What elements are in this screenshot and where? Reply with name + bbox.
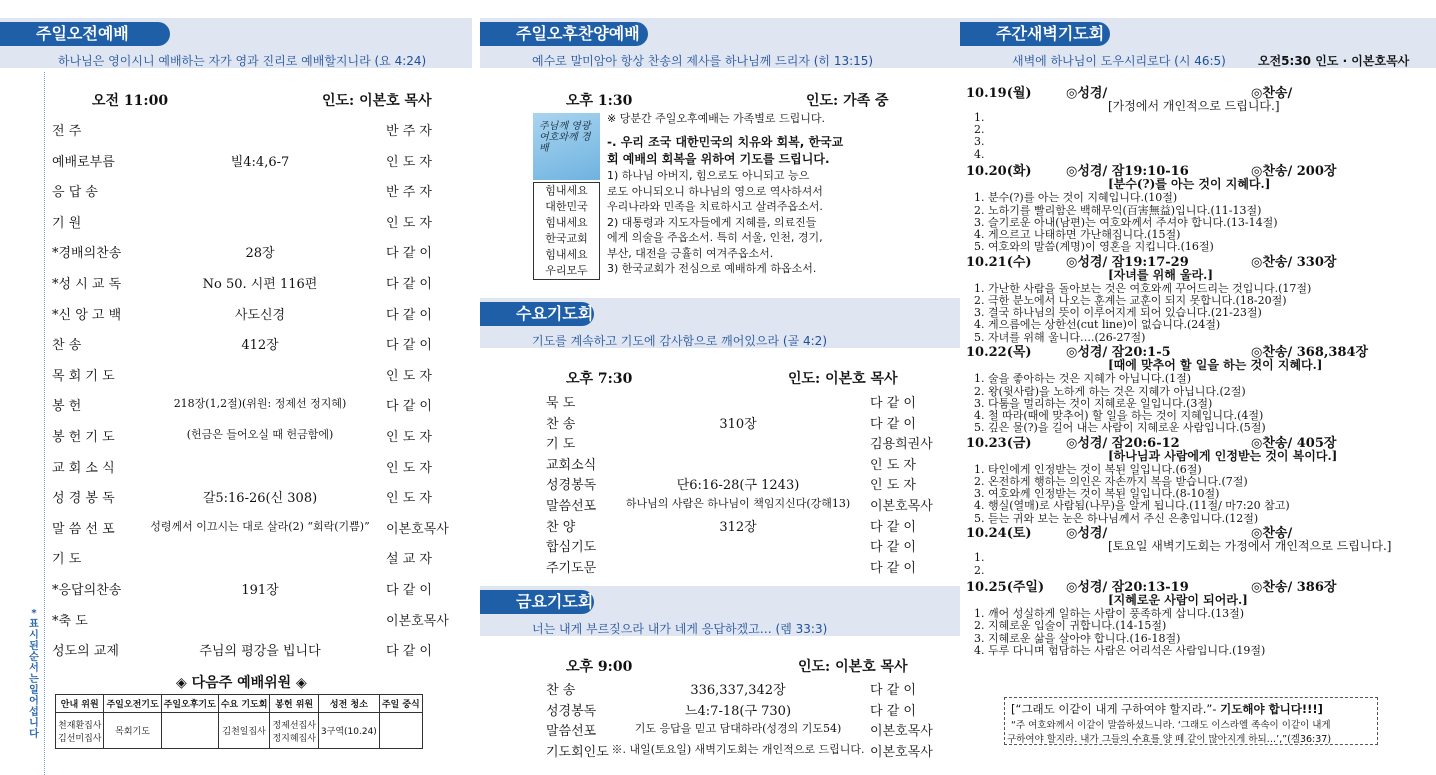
order-row <box>480 536 960 556</box>
day-date: 10.22(목) <box>966 345 1032 361</box>
order-person: 인 도 자 <box>386 430 432 445</box>
order-person: 다 같 이 <box>870 703 916 719</box>
order-person: 인 도 자 <box>870 457 916 473</box>
sunday-am-section <box>0 0 472 775</box>
day-date: 10.24(토) <box>966 526 1032 542</box>
day-item: 5. 자녀를 위해 울니다….(26-27절) <box>974 330 1146 344</box>
order-content: 주님의 평강을 빕니다 <box>199 644 321 660</box>
committee-cell <box>161 713 218 749</box>
cheer-line: 힘내세요 <box>545 184 588 197</box>
order-row <box>480 700 960 720</box>
sunday-am-header: 주일오전예배 <box>0 22 170 46</box>
order-row <box>0 304 472 324</box>
order-row <box>480 433 960 453</box>
committee-header: 주일 중식 <box>379 695 422 713</box>
standing-note: *표시된 순서는 일어섭니다 <box>29 608 39 740</box>
sunday-pm-notice: ※ 당분간 주일오후예배는 가족별로 드립니다. <box>607 112 825 125</box>
order-person: 김용희권사 <box>870 437 933 453</box>
order-content: 빌4:4,6-7 <box>230 154 290 170</box>
dawn-prayer-section <box>960 0 1436 775</box>
order-person: 다 같 이 <box>870 683 916 698</box>
day-item: 2. 노하기를 빨리함은 백해무익(百害無益)입니다.(11-13절) <box>974 203 1262 217</box>
order-person: 인 도 자 <box>870 478 916 494</box>
order-person: 다 같 이 <box>870 560 916 576</box>
day-theme: [하나님과 사람에게 인정받는 것이 복이다.] <box>1108 448 1338 463</box>
order-person: 인 도 자 <box>386 491 432 507</box>
day-item: 4. 철 따라(때에 맞추어) 할 일을 하는 것이 지혜입니다.(4절) <box>974 408 1264 422</box>
day-item: 1. 깨어 성실하게 일하는 사람이 풍족하게 삽니다.(13절) <box>974 607 1245 621</box>
worship-illustration <box>533 113 600 180</box>
order-name: 성도의 교제 <box>52 644 119 660</box>
order-person: 이본호목사 <box>386 521 449 537</box>
order-name: 주기도문 <box>546 560 597 576</box>
order-person: 이본호목사 <box>386 613 449 629</box>
committee-cell <box>379 713 422 749</box>
day-theme: [자녀를 위해 울라.] <box>1108 267 1214 282</box>
order-name: 찬 송 <box>546 416 576 432</box>
day-heading <box>966 522 1293 542</box>
day-item: 1. 술을 좋아하는 것은 지혜가 아닙니다.(1절) <box>974 372 1192 386</box>
day-heading <box>966 432 1337 451</box>
quote-line: 구하여야 할지라. 내가 그들의 수효를 양 떼 같이 많아지게 하되…’,”(겔36:37) <box>1007 734 1332 745</box>
order-person: 다 같 이 <box>870 519 916 535</box>
day-bible: ◎성경/ 잠20:6-12 <box>1066 435 1180 451</box>
order-name: 교회소식 <box>546 457 597 473</box>
cheer-line: 한국교회 <box>545 232 588 245</box>
day-item: 5. 깊은 물(?)을 길어 내는 사람이 지혜로운 사람입니다.(5절) <box>974 421 1266 435</box>
day-item: 3. <box>974 135 985 149</box>
order-row <box>480 679 960 699</box>
prayer-line: 2) 대통령과 지도자들에게 지혜를, 의료진들 <box>607 215 817 229</box>
order-row <box>0 518 472 538</box>
committee-name: 김천일집사 <box>222 727 266 737</box>
sunday-pm-time: 오후 1:30 <box>566 93 633 109</box>
order-row <box>0 395 472 415</box>
day-bible: ◎성경/ 잠20:1-5 <box>1066 345 1171 361</box>
order-name: 목 회 기 도 <box>52 368 115 384</box>
order-person: 다 같 이 <box>870 416 916 432</box>
committee-header: 성전 청소 <box>318 695 379 713</box>
cheer-line: 힘내세요 <box>545 216 588 229</box>
day-heading <box>966 160 1337 180</box>
order-person: 반 주 자 <box>386 124 432 139</box>
sunday-pm-header: 주일오후찬양예배 <box>480 22 648 46</box>
committee-table <box>55 694 423 749</box>
order-person: 반 주 자 <box>386 185 432 201</box>
day-heading <box>966 82 1293 101</box>
day-item: 1. 가난한 사람을 돌아보는 것은 여호와께 꾸어드리는 것입니다.(17절) <box>974 281 1312 295</box>
order-person: 다 같 이 <box>386 583 432 598</box>
quote-line: “주 여호와께서 이같이 말씀하셨느니라. ‘그래도 이스라엘 족속이 이같이 내게 <box>1011 720 1331 731</box>
order-content: 218장(1,2절)(위원: 정제선 정지혜) <box>173 397 347 411</box>
wednesday-header: 수요기도회 <box>480 302 594 326</box>
day-bible: ◎성경/ <box>1066 526 1108 542</box>
day-item: 2. 온전하게 행하는 의인은 자손까지 복을 받습니다.(7절) <box>974 475 1248 488</box>
committee-name: 3구역(10.24) <box>320 727 377 737</box>
day-item: 3. 슬기로운 아내(남편)는 여호와께서 주셔야 합니다.(13-14절) <box>974 215 1278 229</box>
dotted-divider <box>44 72 45 775</box>
day-hymn: ◎찬송/ 386장 <box>1251 580 1337 596</box>
order-person: 이본호목사 <box>870 724 933 740</box>
order-row <box>0 181 472 201</box>
day-hymn: ◎찬송/ <box>1251 86 1293 101</box>
order-row <box>0 242 472 262</box>
order-person: 인 도 자 <box>386 154 432 170</box>
order-content: 갈5:16-26(신 308) <box>202 491 318 507</box>
day-hymn: ◎찬송/ <box>1251 526 1293 542</box>
order-content: 412장 <box>241 338 279 354</box>
day-item: 1. 타인에게 인정받는 것이 복된 일입니다.(6절) <box>974 462 1202 476</box>
day-date: 10.23(금) <box>966 435 1032 451</box>
day-item: 2. 극한 분노에서 나오는 훈계는 교훈이 되지 못합니다.(18-20절) <box>974 294 1287 307</box>
cheer-line: 대한민국 <box>545 200 588 213</box>
friday-leader: 인도: 이본호 목사 <box>798 659 908 675</box>
order-content: No 50. 시편 116편 <box>202 277 318 292</box>
committee-name: 정제선집사 <box>272 720 316 731</box>
order-content: 336,337,342장 <box>690 683 786 698</box>
order-content: 사도신경 <box>234 307 286 323</box>
committee-cell <box>56 713 104 749</box>
order-person: 인 도 자 <box>386 215 432 231</box>
day-theme: [지혜로운 사람이 되어라.] <box>1108 593 1248 608</box>
order-person: 인 도 자 <box>386 368 432 384</box>
order-row <box>0 548 472 568</box>
cheer-line: 힘내세요 <box>545 248 588 261</box>
order-person: 다 같 이 <box>386 338 432 354</box>
order-row <box>0 334 472 354</box>
order-person: 다 같 이 <box>870 540 916 556</box>
order-name: 찬 양 <box>546 519 576 535</box>
illustration-caption: 주님께 영광 여호와께 경배 <box>539 121 591 154</box>
sunday-pm-verse: 예수로 말미암아 항상 찬송의 제사를 하나님께 드리자 (히 13:15) <box>532 54 874 68</box>
friday-time: 오후 9:00 <box>566 659 633 675</box>
wednesday-time: 오후 7:30 <box>566 371 633 387</box>
order-row <box>480 495 960 515</box>
order-name: 성 경 봉 독 <box>52 491 115 507</box>
order-row <box>480 557 960 577</box>
committee-name: 천재환집사 <box>58 720 102 731</box>
order-row <box>0 365 472 385</box>
prayer-line: 3) 한국교회가 전심으로 예배하게 하옵소서. <box>607 262 817 275</box>
day-item: 2. 지혜로운 입술이 귀합니다.(14-15절) <box>974 619 1167 633</box>
order-name: 예배로부름 <box>52 154 115 170</box>
committee-header: 봉헌 위원 <box>270 695 318 713</box>
order-person: 다 같 이 <box>386 307 432 323</box>
order-name: *신 앙 고 백 <box>52 307 122 323</box>
order-name: *경배의찬송 <box>52 246 122 262</box>
day-hymn: ◎찬송/ 330장 <box>1251 254 1337 270</box>
order-person: 다 같 이 <box>386 644 432 660</box>
order-person: 다 같 이 <box>386 399 432 415</box>
committee-cell <box>318 713 379 749</box>
order-name: 성경봉독 <box>546 703 597 719</box>
day-item: 3. 여호와께 인정받는 것이 복된 일입니다.(8-10절) <box>974 487 1220 501</box>
quote-title-emphasis: 기도해야 합니다!!!] <box>1220 702 1323 716</box>
order-row <box>0 212 472 232</box>
day-bible: ◎성경/ 잠19:17-29 <box>1066 254 1189 270</box>
sunday-pm-leader: 인도: 가족 중 <box>806 93 889 109</box>
prayer-title-line: -. 우리 조국 대한민국의 치유와 회복, 한국교 <box>607 135 844 149</box>
order-name: *성 시 교 독 <box>52 277 122 292</box>
order-row <box>480 413 960 433</box>
committee-name: 정지혜집사 <box>272 733 316 744</box>
order-person: 다 같 이 <box>870 396 916 411</box>
quote-title-text: [“그래도 이같이 내게 구하여야 할지라.”- <box>1011 702 1221 716</box>
committee-header: 주일오전기도 <box>104 695 161 713</box>
day-item: 5. 듣는 귀와 보는 눈은 하나님께서 주신 은총입니다.(12절) <box>974 511 1259 525</box>
order-row <box>0 426 472 446</box>
day-item: 1. <box>974 551 985 565</box>
order-name: *축 도 <box>52 613 88 629</box>
committee-cell <box>218 713 270 749</box>
prayer-line: 에게 의술을 주옵소서. 특히 서울, 인천, 경기, <box>607 231 823 244</box>
order-row <box>0 487 472 507</box>
dawn-verse: 새벽에 하나님이 도우시리로다 (시 46:5) <box>1012 54 1226 68</box>
day-theme: [때에 맞추어 할 일을 하는 것이 지혜다.] <box>1108 358 1323 373</box>
day-hymn: ◎찬송/ 200장 <box>1251 164 1337 180</box>
order-name: 응 답 송 <box>52 185 98 201</box>
day-hymn: ◎찬송/ 368,384장 <box>1251 345 1369 361</box>
order-row <box>480 516 960 536</box>
day-date: 10.21(수) <box>966 254 1032 270</box>
day-item: 3. 지혜로운 삶을 살아야 합니다.(16-18절) <box>974 631 1181 645</box>
cheer-line: 우리모두 <box>545 264 588 277</box>
order-name: 기 도 <box>52 552 82 568</box>
day-date: 10.19(월) <box>966 86 1032 101</box>
day-item: 2. <box>974 563 985 577</box>
wednesday-leader: 인도: 이본호 목사 <box>788 371 898 387</box>
order-row <box>0 151 472 171</box>
quote-title <box>1011 701 1323 717</box>
day-item: 4. 두루 다니며 험담하는 사람은 어리석은 사람입니다.(19절) <box>974 643 1266 657</box>
order-content: 단6:16-28(구 1243) <box>676 478 800 494</box>
order-content: 하나님의 사람은 하나님이 책임지신다(강해13) <box>625 497 851 510</box>
prayer-line: 부산, 대전을 긍휼히 여겨주옵소서. <box>607 246 774 260</box>
order-person: 다 같 이 <box>386 246 432 262</box>
order-name: 성경봉독 <box>546 478 597 494</box>
order-name: 말씀선포 <box>546 724 597 740</box>
day-item: 1. 분수(?)를 아는 것이 지혜입니다.(10절) <box>974 191 1178 205</box>
order-name: 말 씀 선 포 <box>52 521 115 537</box>
order-content: 312장 <box>719 519 757 535</box>
committee-header: 안내 위원 <box>56 695 104 713</box>
order-row <box>0 579 472 599</box>
sunday-am-leader: 인도: 이본호 목사 <box>322 93 432 109</box>
order-name: 찬 송 <box>52 338 82 354</box>
order-name: 기도회인도 <box>546 744 609 760</box>
order-content: 191장 <box>241 583 279 598</box>
committee-cell <box>104 713 161 749</box>
sunday-am-verse: 하나님은 영이시니 예배하는 자가 영과 진리로 예배할지니라 (요 4:24) <box>58 54 427 68</box>
prayer-line: 1) 하나님 아버지, 힘으로도 아니되고 능으 <box>607 169 810 182</box>
order-person: 설 교 자 <box>386 552 432 568</box>
friday-verse: 너는 내게 부르짖으라 내가 네게 응답하겠고… (렘 33:3) <box>532 622 828 636</box>
order-name: 말씀선포 <box>546 499 597 514</box>
order-person: 이본호목사 <box>870 499 933 514</box>
day-item: 2. <box>974 123 985 137</box>
committee-title: ◈ 다음주 예배위원 ◈ <box>176 675 307 691</box>
order-name: 찬 송 <box>546 683 576 698</box>
day-theme: [가정에서 개인적으로 드립니다.] <box>1108 99 1280 113</box>
committee-header: 주일오후기도 <box>161 695 218 713</box>
committee-name: 김선미집사 <box>58 733 102 744</box>
day-item: 5. 여호와의 말씀(계명)이 영혼을 지킵니다.(16절) <box>974 240 1214 254</box>
order-name: *응답의찬송 <box>52 583 122 598</box>
order-name: 기 원 <box>52 215 82 231</box>
order-row <box>480 392 960 412</box>
day-theme: [토요일 새벽기도회는 가정에서 개인적으로 드립니다.] <box>1108 539 1392 554</box>
day-heading <box>966 576 1337 596</box>
order-name: 묵 도 <box>546 396 576 411</box>
order-content: 310장 <box>719 416 757 432</box>
order-name: 기 도 <box>546 437 576 453</box>
order-person: 이본호목사 <box>870 744 933 760</box>
day-item: 2. 왕(윗사람)을 노하게 하는 것은 지혜가 아닙니다.(2절) <box>974 384 1246 398</box>
dawn-header: 주간새벽기도회 <box>960 22 1110 46</box>
order-row <box>0 273 472 293</box>
day-date: 10.25(주일) <box>966 580 1045 596</box>
committee-cell <box>270 713 318 749</box>
day-item: 4. 행실(열매)로 사람됨(나무)을 알게 됩니다.(11절/ 마7:20 참고) <box>974 499 1290 513</box>
prayer-title-line: 회 예배의 회복을 위하여 기도를 드립니다. <box>607 152 830 166</box>
day-bible: ◎성경/ 잠20:13-19 <box>1066 580 1189 596</box>
order-name: 봉 헌 기 도 <box>52 430 115 445</box>
order-name: 전 주 <box>52 124 82 139</box>
day-theme: [분수(?)를 아는 것이 지혜다.] <box>1108 177 1271 192</box>
order-content: ※. 내일(토요일) 새벽기도회는 개인적으로 드립니다. <box>611 742 865 756</box>
order-person: 다 같 이 <box>386 277 432 292</box>
order-person: 인 도 자 <box>386 460 432 476</box>
sunday-am-time: 오전 11:00 <box>92 93 169 109</box>
order-row <box>0 610 472 630</box>
day-bible: ◎성경/ <box>1066 86 1108 101</box>
prayer-line: 로도 아니되오니 하나님의 영으로 역사하셔서 <box>607 184 823 198</box>
day-date: 10.20(화) <box>966 164 1032 180</box>
order-content: 기도 응답을 믿고 담대하라(성경의 기도54) <box>634 722 842 736</box>
day-item: 4. <box>974 147 985 161</box>
quote-box <box>1004 697 1378 745</box>
prayer-line: 우리나라와 민족을 치료하시고 살려주옵소서. <box>607 200 823 213</box>
cheer-box <box>533 182 600 280</box>
order-name: 합심기도 <box>546 540 597 556</box>
day-item: 4. 게으르고 나태하면 가난해집니다.(15절) <box>974 227 1181 241</box>
committee-name: 목회기도 <box>115 727 150 737</box>
order-row <box>480 741 960 761</box>
day-item: 3. 결국 하나님의 뜻이 이루어지게 되어 있습니다.(21-23절) <box>974 306 1262 320</box>
day-item: 3. 다툼을 멀리하는 것이 지혜로운 일입니다.(3절) <box>974 396 1213 410</box>
order-content: 느4:7-18(구 730) <box>684 703 792 719</box>
day-item: 1. <box>974 111 985 124</box>
order-name: 봉 헌 <box>52 399 82 415</box>
order-row <box>480 474 960 494</box>
dawn-time-leader: 오전5:30 인도 · 이본호목사 <box>1258 54 1410 68</box>
order-row <box>0 640 472 660</box>
day-item: 4. 게으름에는 상한선(cut line)이 없습니다.(24절) <box>974 318 1221 332</box>
friday-header: 금요기도회 <box>480 590 594 614</box>
wednesday-verse: 기도를 계속하고 기도에 감사함으로 깨어있으라 (골 4:2) <box>532 334 827 348</box>
order-content: 성령께서 이끄시는 대로 살라(2) “회락(기쁨)” <box>150 519 370 533</box>
order-row <box>0 120 472 140</box>
order-row <box>0 457 472 477</box>
committee-header: 수요 기도회 <box>218 695 270 713</box>
order-row <box>480 454 960 474</box>
order-name: 교 회 소 식 <box>52 460 115 476</box>
day-heading <box>966 251 1337 270</box>
day-hymn: ◎찬송/ 405장 <box>1251 435 1337 451</box>
order-content: 28장 <box>245 246 275 262</box>
order-content: (헌금은 들어오실 때 헌금함에) <box>186 428 334 441</box>
day-heading <box>966 341 1369 361</box>
day-bible: ◎성경/ 잠19:10-16 <box>1066 164 1189 180</box>
order-row <box>480 720 960 740</box>
